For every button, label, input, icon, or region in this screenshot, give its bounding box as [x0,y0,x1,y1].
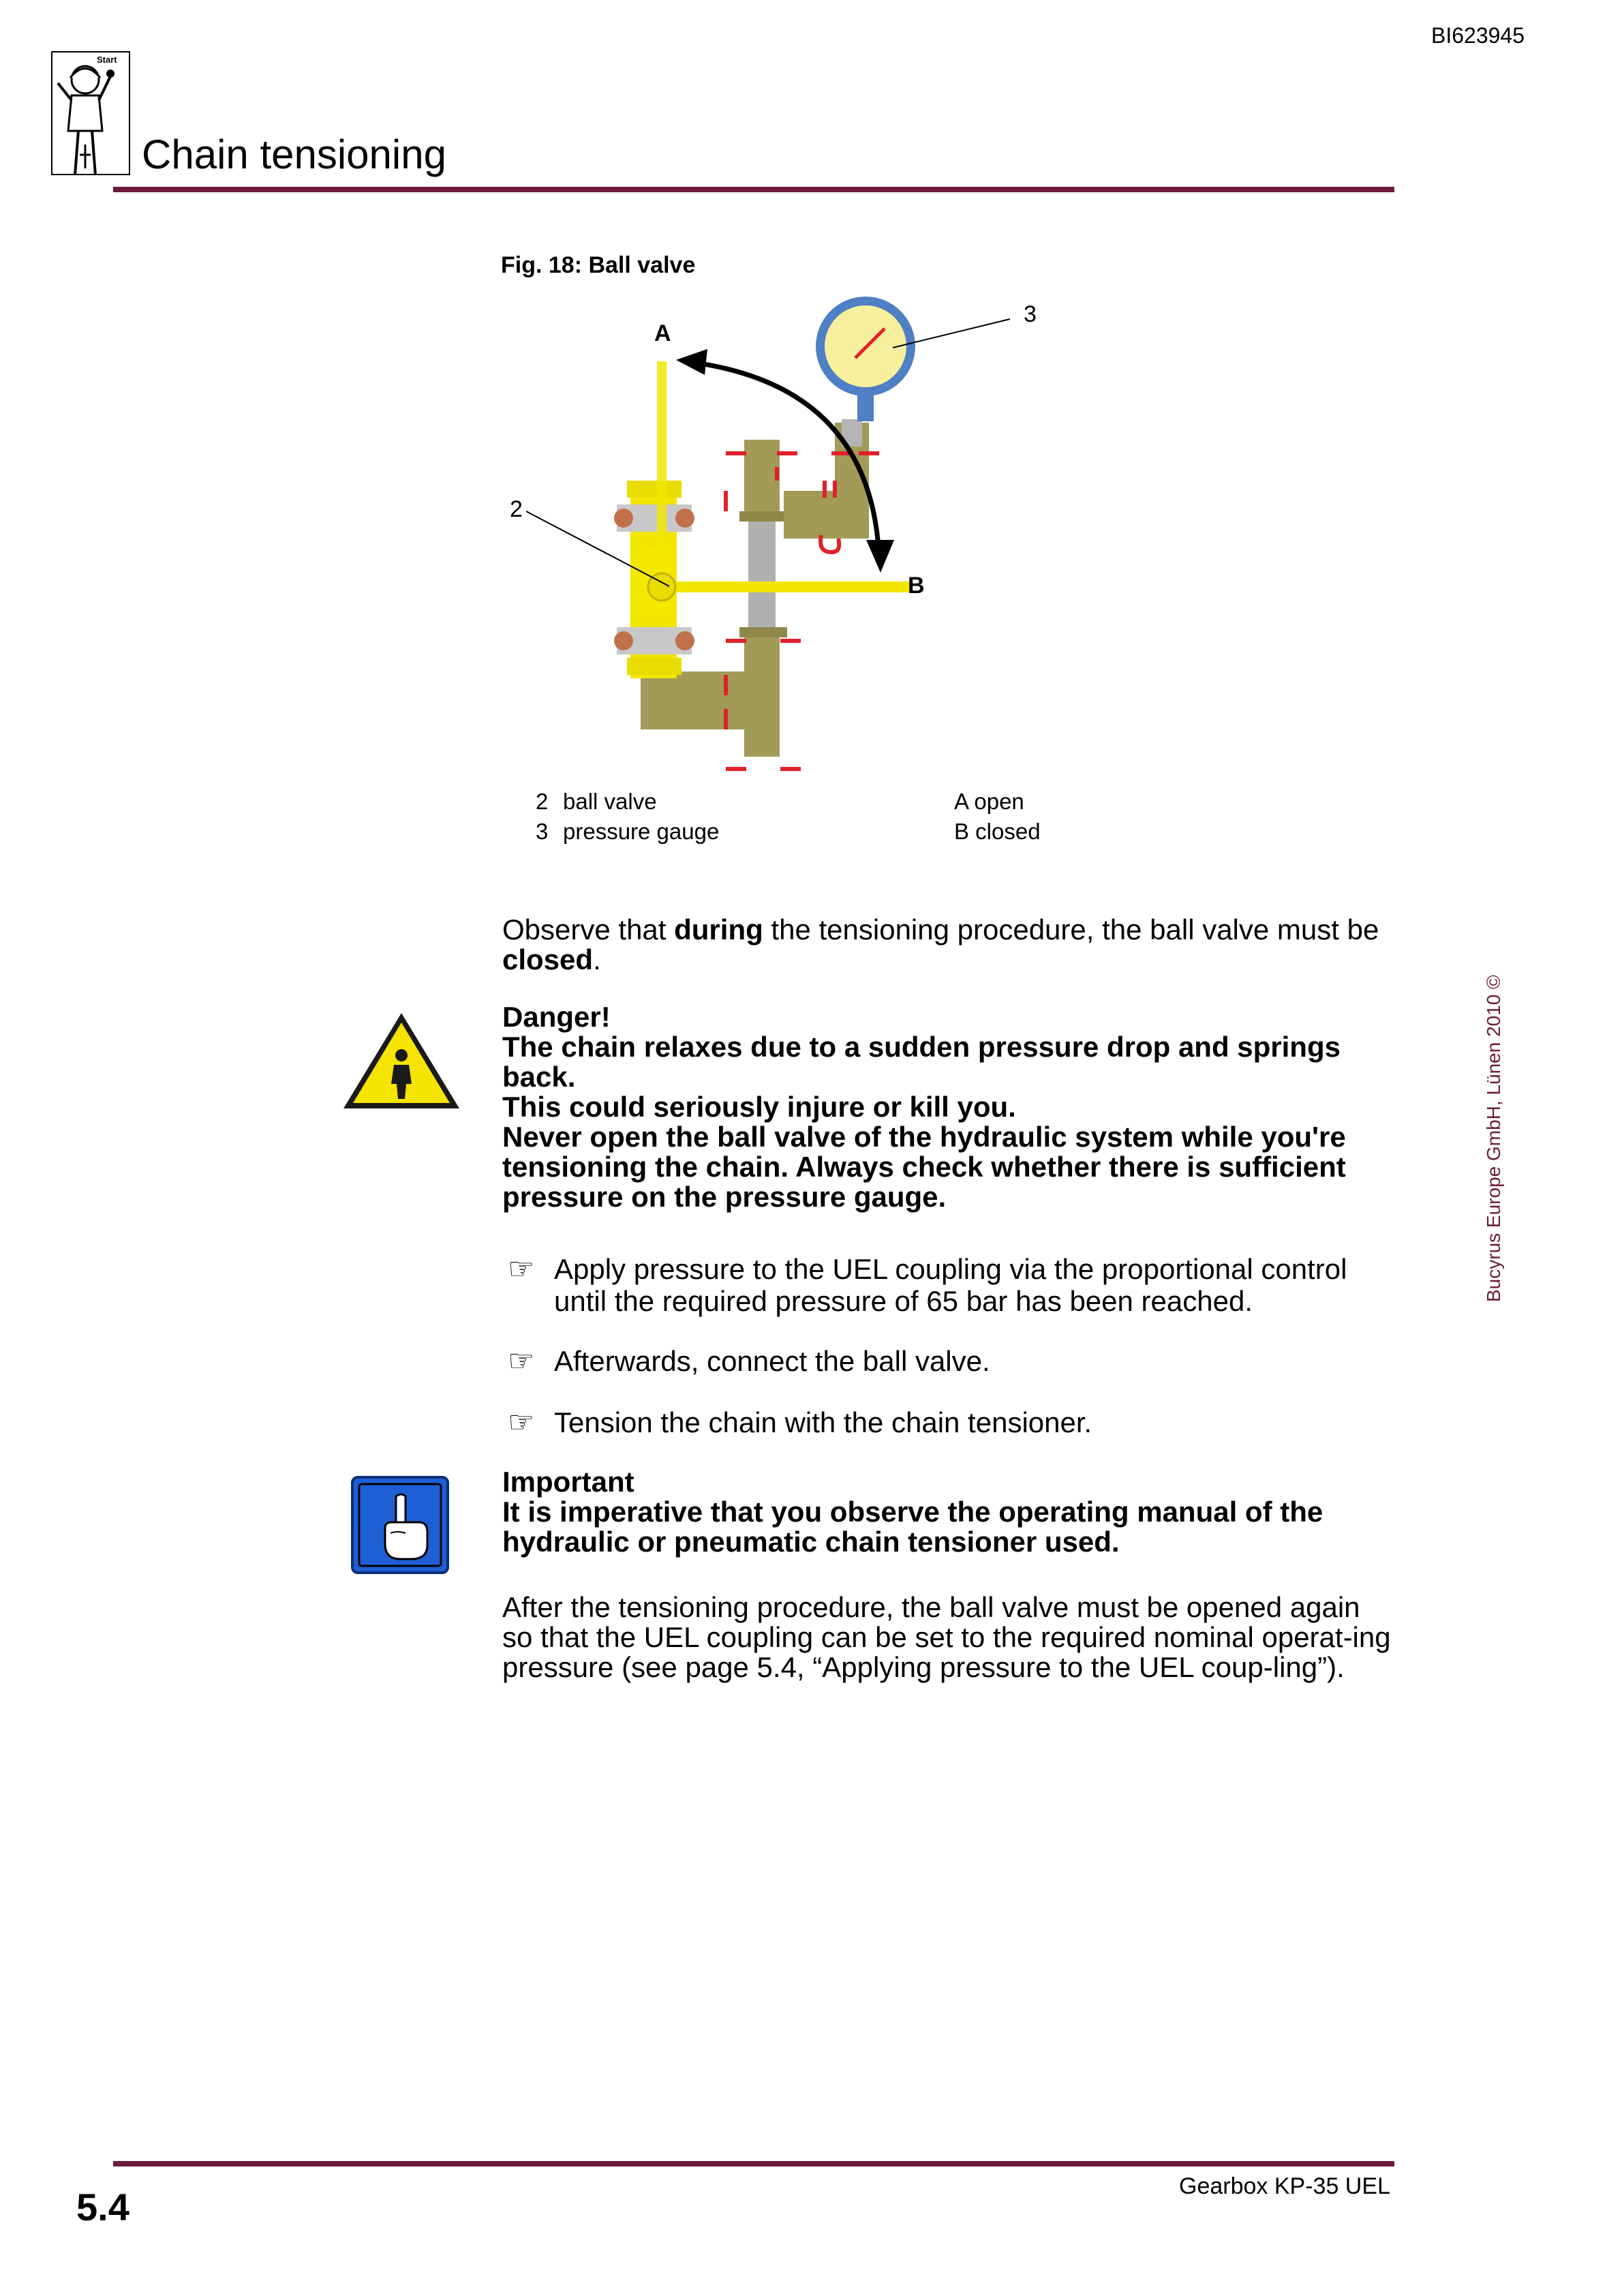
page-number: 5.4 [76,2186,129,2229]
pointing-hand-icon: ☞ [508,1344,535,1378]
important-text: It is imperative that you observe the operating manual of the hydraulic or pneumatic chain tensioner used. [502,1496,1323,1558]
legend-right [954,787,1041,847]
legend-item: 3 pressure gauge [536,819,720,844]
ball-valve-figure [491,286,1077,791]
step-item: ☞ Afterwards, connect the ball valve. [508,1344,990,1378]
start-worker-icon [48,49,136,185]
step-item: ☞ Apply pressure to the UEL coupling via the proportional control until the required pressure of 65 bar has been reached. [508,1252,1347,1317]
danger-line-1: The chain relaxes due to a sudden pressure drop and springs back. [502,1031,1341,1093]
callout-2: 2 [510,496,523,522]
footer-rule [113,2161,1394,2166]
important-heading: Important [502,1466,634,1498]
pointing-hand-icon: ☞ [508,1252,535,1286]
legend-item: B closed [954,819,1041,844]
callout-3: 3 [1024,301,1037,327]
start-label: Start [97,55,117,65]
danger-block [502,1002,1402,1212]
callout-a: A [654,320,671,346]
upper-pipe-fitting [744,440,780,522]
important-block [502,1467,1402,1557]
step-item: ☞ Tension the chain with the chain tensioner. [508,1406,1092,1439]
danger-line-3: Never open the ball valve of the hydraulic system while you're tensioning the chain. Always check whether there is sufficient pressure on the pressure gauge. [502,1121,1346,1213]
legend-item: A open [954,789,1024,814]
arrow-head-a [676,349,707,375]
legend-item: 2 ball valve [536,789,657,814]
danger-warning-icon [341,1010,462,1111]
callout-b: B [908,573,925,599]
danger-line-2: This could seriously injure or kill you. [502,1091,1016,1123]
handle-closed-position [654,581,910,592]
intro-paragraph: Observe that during the tensioning procedure, the ball valve must be closed. [502,913,1379,976]
legend-left [536,787,719,847]
copyright-side-note: Bucyrus Europe GmbH, Lünen 2010 © [1483,975,1504,1302]
closing-paragraph: After the tensioning procedure, the ball valve must be opened again so that the UEL coupling can be set to the required nominal operat-ing pressure (see page 5.4, “Applying pressure to the UEL coup-ling”). [502,1591,1391,1683]
pointing-hand-icon: ☞ [508,1406,535,1439]
arrow-head-b [866,540,894,573]
important-hand-icon [351,1476,449,1574]
handle-open-position [657,361,667,566]
header-rule [113,187,1394,192]
figure-caption: Fig. 18: Ball valve [501,252,696,278]
danger-heading: Danger! [502,1001,611,1033]
footer-document-title: Gearbox KP-35 UEL [1179,2173,1390,2199]
page-title: Chain tensioning [142,132,446,177]
document-id: BI623945 [1431,23,1525,48]
